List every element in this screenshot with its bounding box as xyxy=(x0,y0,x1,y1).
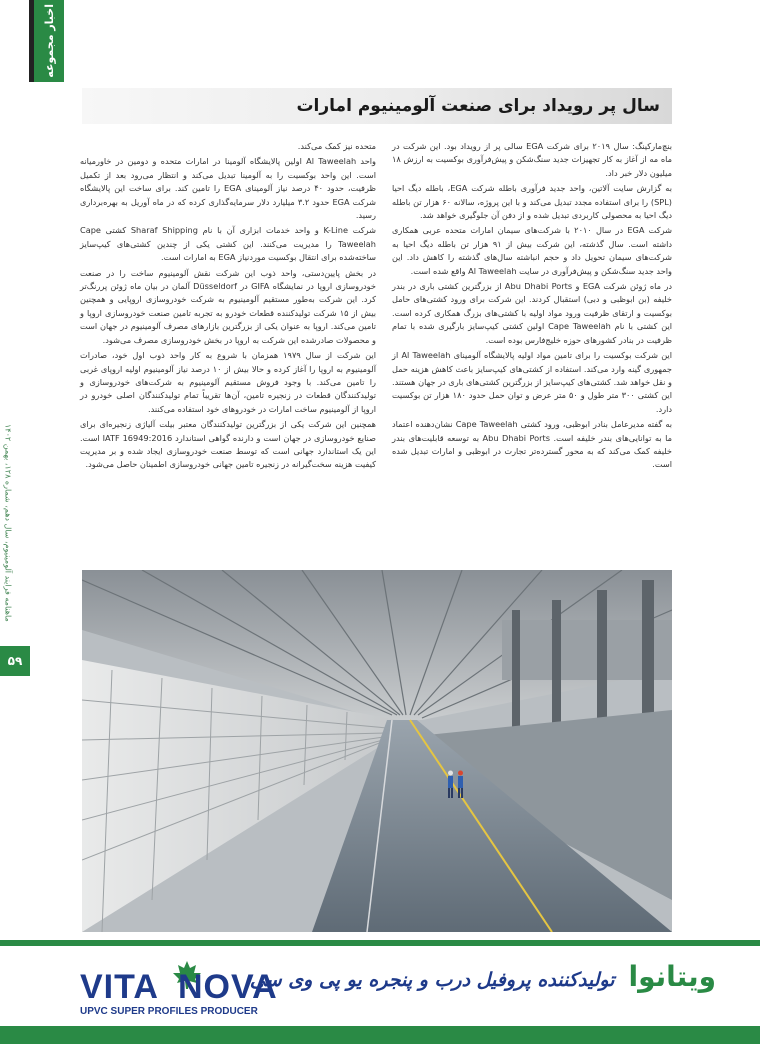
paragraph: این شرکت بوکسیت را برای تامین مواد اولیه پالایشگاه آلومینای Al Taweelah از جمهوری گینه وارد می‌کند. استفاده از کشتی‌های کیپ‌سایز باعث کاهش هزینه حمل و نقل خواهد شد. کشتی‌های کیپ‌سایز از بزرگترین کشتی‌های باری در جهان هستند. این کشتی ۳۰۰ متر طول و ۵۰ متر عرض و توان حمل حدود ۱۸۰ هزار تن بوکسیت دارد. xyxy=(392,350,672,414)
logo-word-left: VITA xyxy=(80,968,159,1006)
paragraph: این شرکت از سال ۱۹۷۹ همزمان با شروع به کار واحد ذوب اول خود، صادرات آلومینیوم به اروپا را آغاز کرده و حالا بیش از ۱۰ درصد نیاز آلومینیوم اولیه اروپای غربی را تامین می‌کند. با وجود فروش مستقیم آلومینیوم به شرکت‌های خودروسازی و تولیدکنندگان قطعات در زنجیره تامین، آن‌ها تقریباً تمام تولیدکنندگان اصلی خودرو در اروپا از آلومینیوم ساخت امارات در خودروهای خود استفاده می‌کنند. xyxy=(80,350,376,414)
paragraph: در بخش پایین‌دستی، واحد ذوب این شرکت نقش آلومینیوم ساخت را در صنعت خودروسازی اروپا در نمایشگاه GIFA در Düsseldorf آلمان در بیان ماه ژوئن پررنگ‌تر کرد. این شرکت به‌طور مستقیم آلومینیوم به شرکت خودروسازی اروپایی و همچنین بیش از ۱۵ شرکت تولیدکننده قطعات خودرو به تجربه تامین صنعت خودروسازی اروپا و تامین می‌کند. اروپا به عنوان یکی از بزرگترین بازارهای مصرف آلومینیوم در جهان است و محصولات صادرشده این شرکت به اروپا در بخش خودروسازی مصرف می‌شود. xyxy=(80,267,377,345)
paragraph: بنچ‌مارکینگ: سال ۲۰۱۹ برای شرکت EGA سالی پر از رویداد بود. این شرکت در ماه مه از آغاز به کار تجهیزات جدید سنگ‌شکن و پیش‌فرآوری بوکسیت به ارزش ۱۸ میلیون دلار خبر داد. xyxy=(392,141,672,178)
smelter-hall-illustration xyxy=(82,570,672,932)
article-title: سال پر رویداد برای صنعت آلومینیوم امارات xyxy=(296,96,660,116)
smelter-hall-photo xyxy=(82,570,672,932)
logo-subtitle: UPVC SUPER PROFILES PRODUCER xyxy=(80,1006,258,1017)
persian-brand xyxy=(250,960,716,993)
article-column-left xyxy=(80,140,376,474)
paragraph: شرکت K-Line و واحد خدمات ابزاری آن با نام Sharaf Shipping کشتی Cape Taweelah را مدیریت می‌کنند. این کشتی یکی از چندین کشتی‌های کیپ‌سایز ساخته‌شده برای انتقال بوکسیت موردنیاز EGA به امارات است. xyxy=(80,225,377,263)
paragraph: به گفته مدیرعامل بنادر ابوظبی، ورود کشتی Cape Taweelah نشان‌دهنده اعتماد ما به توانایی‌های بندر خلیفه است. Abu Dhabi Ports به توسعه قابلیت‌های بندر خلیفه کمک می‌کند که به محور گسترده‌تر تجارت در ابوظبی و امارات تبدیل شده است. xyxy=(392,419,672,470)
section-tab-label: اخبار مجموعه xyxy=(42,4,56,78)
paragraph: شرکت EGA در سال ۲۰۱۰ با شرکت‌های سیمان امارات متحده عربی همکاری داشته است. سال گذشته، این شرکت بیش از ۹۱ هزار تن باطله دیگ احیا به شرکت‌های سیمان تحویل داد و حجم انباشته سال‌های گذشته را کاهش داد. این واحد جدید سنگ‌شکن و پیش‌فرآوری در سایت Al Taweelah واقع شده است. xyxy=(392,225,672,276)
section-tab xyxy=(29,0,64,82)
paragraph: در ماه ژوئن شرکت EGA و Abu Dhabi Ports از بزرگترین کشتی باری در بندر خلیفه (بن ابوظبی و دبی) استقبال کردند. این شرکت برای ورود کشتی‌های حامل بوکسیت و ارتقای ظرفیت ورود مواد اولیه با کشتی‌های بزرگ همکاری کرده است. این کشتی با نام Cape Taweelah اولین کشتی کیپ‌سایز بارگیری شده با تمام ظرفیت در بنادر کشورهای حوزه خلیج‌فارس بوده است. xyxy=(392,281,672,345)
logo-word-right: NOVA xyxy=(178,968,278,1006)
paragraph: به گزارش سایت آلاتین، واحد جدید فرآوری باطله شرکت EGA، باطله دیگ احیا (SPL) را برای استفاده مجدد تبدیل می‌کند و با این پروژه، سالانه ۶۰ هزار تن باطله دیگ احیا به محصولی کاربردی تبدیل شده و از دفن آن جلوگیری خواهد شد. xyxy=(392,183,672,221)
paragraph: همچنین این شرکت یکی از بزرگترین تولیدکنندگان معتبر بیلت آلیاژی زنجیره‌ای برای صنایع خودروسازی در جهان است و دارنده گواهی استاندارد IATF 16949:2016 است. این یک استاندارد جهانی است که توسط صنعت خودروسازی ایجاد شده و بر مدیریت کیفیت هزینه سخت‌گیرانه در زنجیره تامین جهانی خودروسازی اطمینان حاصل می‌شود. xyxy=(80,419,376,470)
footer-bottom-stripe xyxy=(0,1026,760,1044)
page-number: ۵۹ xyxy=(0,646,30,676)
article-column-right xyxy=(392,140,672,474)
paragraph: واحد Al Taweelah اولین پالایشگاه آلومینا در امارات متحده و دومین در خاورمیانه است. این واحد بوکسیت را به آلومینا تبدیل می‌کند و انتظار می‌رود بعد از تکمیل ظرفیت، حدود ۴۰ درصد نیاز آلومینای EGA را تامین کند. برای ساخت این پالایشگاه شرکت EGA حدود ۳.۲ میلیارد دلار سرمایه‌گذاری کرده که در ماه آوریل به بهره‌برداری رسید. xyxy=(80,156,377,221)
article-title-bar xyxy=(82,88,672,124)
brand-name-fa: ویتانوا xyxy=(628,960,716,993)
issue-info xyxy=(0,405,16,640)
issue-info-text: ماهنامه فرایند آلومینیوم، سال دهم، شماره ۱۲۸، بهمن ۱۴۰۲ xyxy=(3,423,13,622)
brand-tagline-fa: تولیدکننده پروفیل درب و پنجره یو پی وی سی xyxy=(249,969,615,991)
paragraph: متحده نیز کمک می‌کند. xyxy=(297,141,376,151)
